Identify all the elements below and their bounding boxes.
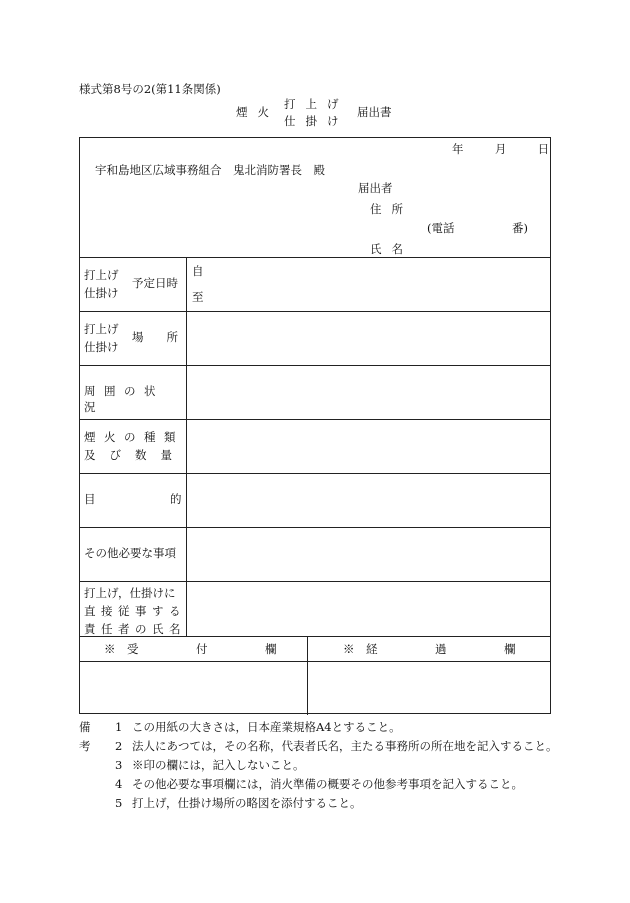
location-label: 場 所 bbox=[132, 330, 178, 344]
responsible-field[interactable] bbox=[186, 581, 550, 635]
location-label-left: 打上げ 仕掛け bbox=[84, 322, 119, 354]
surroundings-label: 周囲の状況 bbox=[84, 384, 164, 414]
schedule-field[interactable] bbox=[186, 257, 550, 310]
applicant-label: 届出者 bbox=[358, 181, 393, 195]
type-quantity-field[interactable] bbox=[186, 419, 550, 472]
responsible-label: 打上げ，仕掛けに 直接従事する 責任者の氏名 bbox=[84, 586, 186, 636]
purpose-label-end: 的 bbox=[170, 492, 182, 506]
phone-label: (電話 bbox=[427, 221, 455, 235]
other-field[interactable] bbox=[186, 527, 550, 580]
date-line bbox=[452, 141, 549, 157]
surroundings-field[interactable] bbox=[186, 365, 550, 418]
form-number: 様式第8号の2(第11条関係) bbox=[79, 82, 221, 96]
progress-field bbox=[307, 661, 550, 713]
date-day: 日 bbox=[537, 142, 550, 156]
type-quantity-label: 煙火の種類 及び数量 bbox=[84, 430, 186, 462]
purpose-label-start: 目 bbox=[84, 492, 96, 506]
schedule-label: 予定日時 bbox=[132, 276, 178, 290]
reception-header: ※ 受 付 欄 bbox=[104, 642, 277, 656]
notes-heading: 備考 bbox=[79, 720, 91, 753]
addressee: 宇和島地区広域事務組合 鬼北消防署長 殿 bbox=[95, 163, 325, 177]
title-launch: 打上げ bbox=[284, 97, 349, 111]
date-year: 年 bbox=[452, 142, 464, 156]
title-notification: 届出書 bbox=[357, 105, 392, 119]
other-label: その他必要な事項 bbox=[84, 546, 176, 560]
date-month: 月 bbox=[494, 142, 507, 156]
schedule-to: 至 bbox=[192, 290, 204, 304]
reception-field bbox=[80, 661, 305, 713]
purpose-field[interactable] bbox=[186, 473, 550, 526]
location-field[interactable] bbox=[186, 311, 550, 364]
title-fireworks: 煙火 bbox=[236, 105, 279, 119]
schedule-from: 自 bbox=[192, 264, 204, 278]
title-setup: 仕掛け bbox=[284, 114, 349, 128]
schedule-label-left: 打上げ 仕掛け bbox=[84, 268, 119, 300]
phone-suffix: 番) bbox=[512, 221, 528, 235]
name-label: 氏名 bbox=[370, 242, 413, 256]
progress-header: ※ 経 過 欄 bbox=[343, 642, 516, 656]
address-label: 住所 bbox=[370, 202, 413, 216]
